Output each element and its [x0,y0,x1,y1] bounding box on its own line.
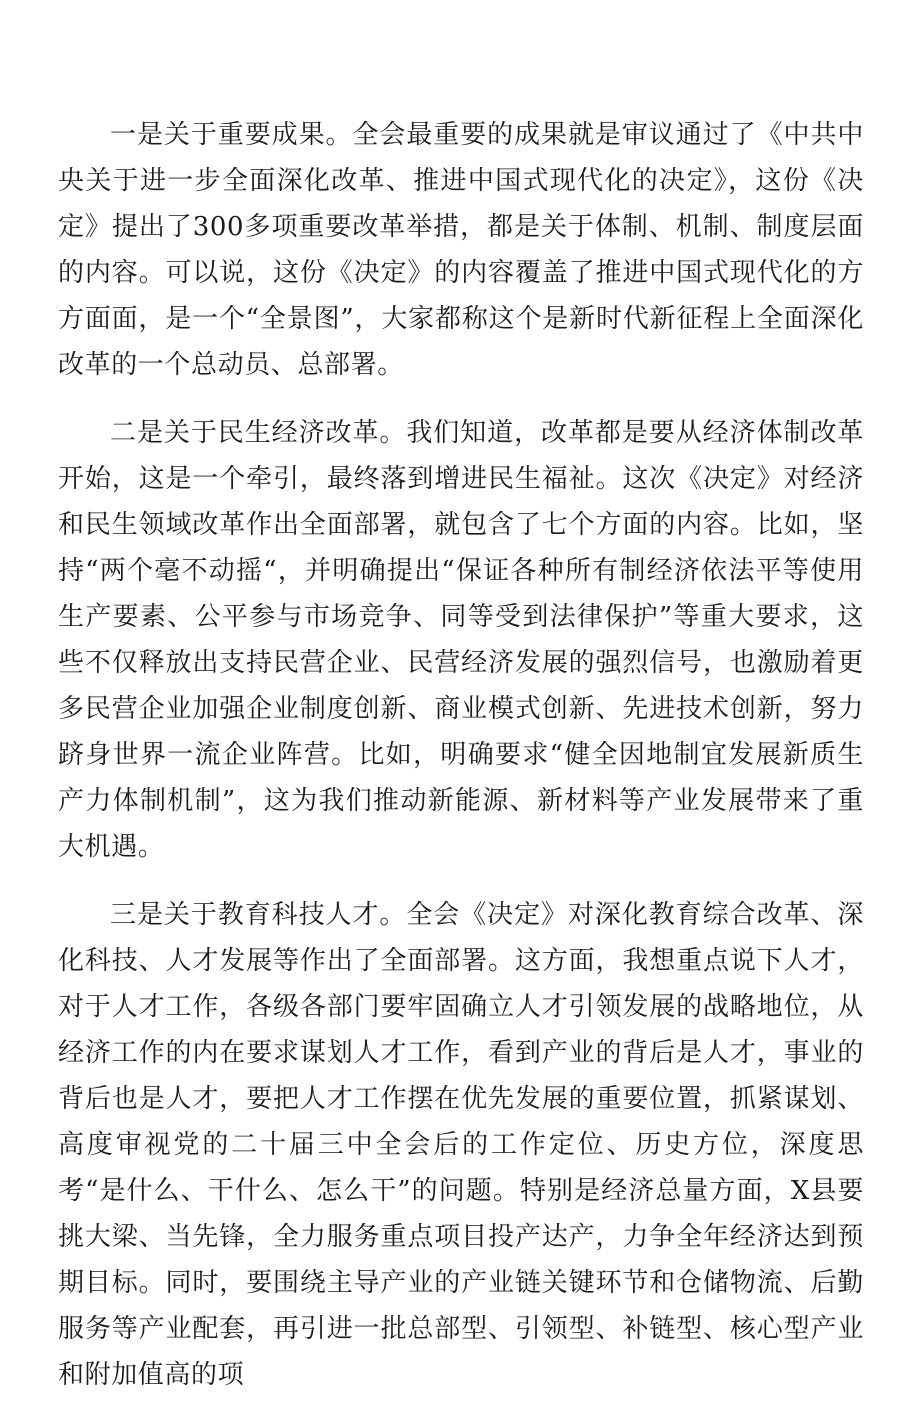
paragraph-livelihood-economy: 二是关于民生经济改革。我们知道，改革都是要从经济体制改革开始，这是一个牵引，最终落到增进民生福祉。这次《决定》对经济和民生领域改革作出全面部署，就包含了七个方面的内容。比如，坚持“两个毫不动摇“，并明确提出“保证各种所有制经济依法平等使用生产要素、公平参与市场竞争、同等受到法律保护”等重大要求，这些不仅释放出支持民营企业、民营经济发展的强烈信号，也激励着更多民营企业加强企业制度创新、商业模式创新、先进技术创新，努力跻身世界一流企业阵营。比如，明确要求“健全因地制宜发展新质生产力体制机制”，这为我们推动新能源、新材料等产业发展带来了重大机遇。 [58,418,864,862]
document-body [58,112,864,1420]
paragraph-achievements: 一是关于重要成果。全会最重要的成果就是审议通过了《中共中央关于进一步全面深化改革、推进中国式现代化的决定》，这份《决定》提出了300多项重要改革举措，都是关于体制、机制、制度层面的内容。可以说，这份《决定》的内容覆盖了推进中国式现代化的方方面面，是一个“全景图”，大家都称这个是新时代新征程上全面深化改革的一个总动员、总部署。 [58,120,864,380]
paragraph-education-talent: 三是关于教育科技人才。全会《决定》对深化教育综合改革、深化科技、人才发展等作出了全面部署。这方面，我想重点说下人才，对于人才工作，各级各部门要牢固确立人才引领发展的战略地位，从经济工作的内在要求谋划人才工作，看到产业的背后是人才，事业的背后也是人才，要把人才工作摆在优先发展的重要位置，抓紧谋划、高度审视党的二十届三中全会后的工作定位、历史方位，深度思考“是什么、干什么、怎么干”的问题。特别是经济总量方面，X县要挑大梁、当先锋，全力服务重点项目投产达产，力争全年经济达到预期目标。同时，要围绕主导产业的产业链关键环节和仓储物流、后勤服务等产业配套，再引进一批总部型、引领型、补链型、核心型产业和附加值高的项 [58,900,864,1390]
